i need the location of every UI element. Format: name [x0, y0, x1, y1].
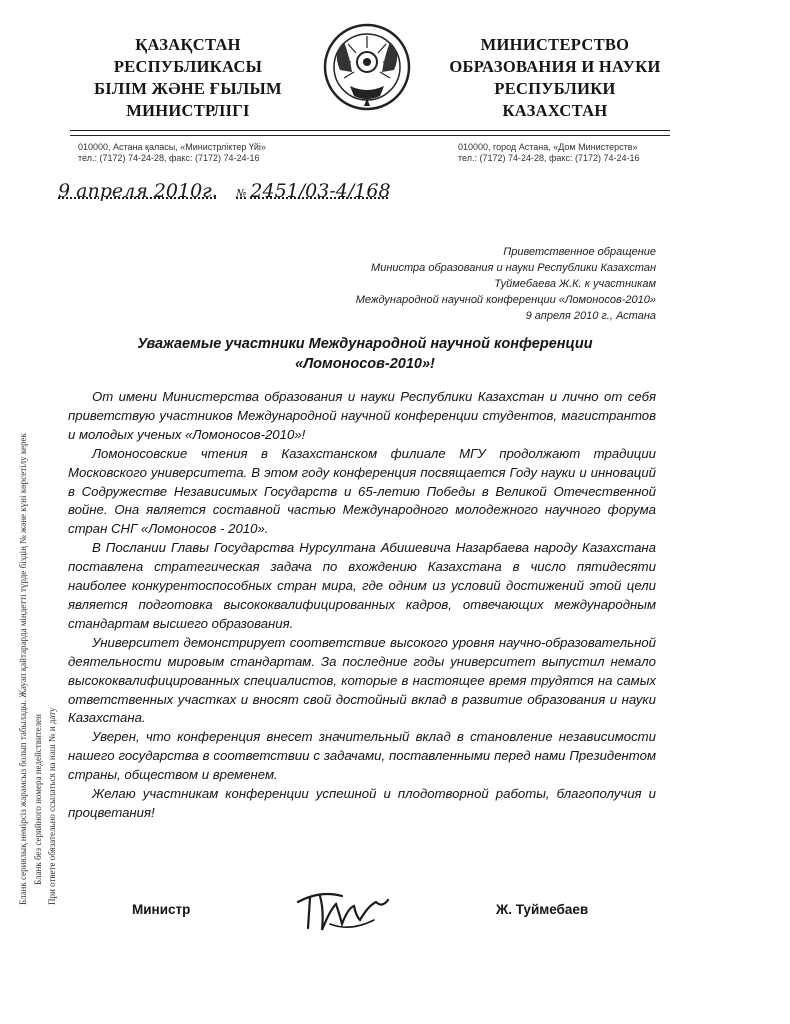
- body-paragraph: В Послании Главы Государства Нурсултана Абишевича Назарбаева народу Казахстана поставлена стратегическая задача по вхождению Казахстана в число пятидесяти наиболее конкурентоспособных стран мира, где одним из условий достижений этой цели является подготовка высококвалифицированных кадров, отвечающих международным стандартам высшего образования.: [68, 540, 656, 631]
- heading-line: «Ломоносов-2010»!: [295, 356, 435, 372]
- header-right-line: МИНИСТЕРСТВО: [480, 35, 630, 54]
- letter-heading: [100, 334, 630, 374]
- greeting-block: [356, 244, 656, 324]
- contact-kazakh: [78, 142, 266, 164]
- greeting-line: Министра образования и науки Республики Казахстан: [371, 262, 656, 274]
- body-paragraph: Уверен, что конференция внесет значительный вклад в становление независимости нашего государства в соответствии с задачами, поставленными перед нами Президентом страны, обществом и временем.: [68, 729, 656, 783]
- greeting-line: Туймебаева Ж.К. к участникам: [494, 278, 656, 290]
- ministry-name-kazakh: [88, 34, 288, 122]
- body-paragraph: Университет демонстрирует соответствие высокого уровня научно-образовательной деятельности мировым стандартам. За последние годы университет выпустил немало высококвалифицированных специалистов, которые в настоящее время трудятся на самых ответственных участках и вносят свой достойный вклад в развитие образования и науки Казахстана.: [68, 634, 656, 726]
- header-divider-top: [70, 130, 670, 131]
- contact-line: тел.: (7172) 74-24-28, факс: (7172) 74-24-16: [458, 153, 640, 163]
- contact-line: 010000, Астана қаласы, «Министрліктер Үйі»: [78, 142, 266, 152]
- document-number: 2451/03-4/168: [250, 180, 391, 202]
- side-note: При ответе обязательно ссылаться на наш № и дату: [47, 707, 57, 905]
- number-prefix: №: [236, 187, 247, 200]
- greeting-line: Приветственное обращение: [503, 246, 656, 258]
- header-right-line: ОБРАЗОВАНИЯ И НАУКИ: [449, 57, 661, 76]
- header-divider-bottom: [70, 135, 670, 136]
- header-left-line: МИНИСТРЛІГІ: [126, 101, 250, 120]
- handwritten-number: [236, 180, 391, 202]
- greeting-line: 9 апреля 2010 г., Астана: [525, 310, 656, 322]
- header-right-line: КАЗАХСТАН: [502, 101, 608, 120]
- header-right-line: РЕСПУБЛИКИ: [494, 79, 616, 98]
- contact-line: тел.: (7172) 74-24-28, факс: (7172) 74-24-16: [78, 153, 260, 163]
- greeting-line: Международной научной конференции «Ломоносов-2010»: [355, 294, 656, 306]
- state-emblem-icon: [322, 22, 412, 112]
- heading-line: Уважаемые участники Международной научной конференции: [137, 336, 593, 352]
- side-note: Бланк сериялық нөмірсіз жарамсыз болып табылады. Жауап қайтарарда міндетті түрде біздің № және күні көрсетілу керек: [18, 433, 28, 905]
- header-left-line: РЕСПУБЛИКАСЫ: [113, 57, 263, 76]
- ministry-name-russian: [445, 34, 665, 122]
- signatory-title: Министр: [132, 902, 191, 917]
- body-paragraph: Желаю участникам конференции успешной и плодотворной работы, благополучия и процветания!: [68, 786, 656, 820]
- side-note: Бланк без серийного номера недействителен: [33, 714, 43, 885]
- signatory-name: Ж. Туймебаев: [496, 902, 589, 917]
- body-paragraph: Ломоносовские чтения в Казахстанском филиале МГУ продолжают традиции Московского университета. В этом году конференция посвящается Году науки и инноваций в Содружестве Независимых Государств и 65-летию Победы в Великой Отечественной войне. Она является составной частью Международного молодежного научного форума стран СНГ «Ломоносов - 2010».: [68, 445, 656, 537]
- handwritten-date: 9 апреля 2010г.: [58, 180, 218, 202]
- header-left-line: ҚАЗАҚСТАН: [135, 35, 241, 54]
- handwritten-signature: [290, 880, 400, 940]
- letter-body: [68, 388, 656, 823]
- header-left-line: БІЛІМ ЖӘНЕ ҒЫЛЫМ: [94, 79, 282, 98]
- contact-line: 010000, город Астана, «Дом Министерств»: [458, 142, 638, 152]
- contact-russian: [458, 142, 640, 164]
- body-paragraph: От имени Министерства образования и науки Республики Казахстан и лично от себя приветствую участников Международной научной конференции студентов, магистрантов и молодых ученых «Ломоносов-2010»!: [68, 389, 656, 442]
